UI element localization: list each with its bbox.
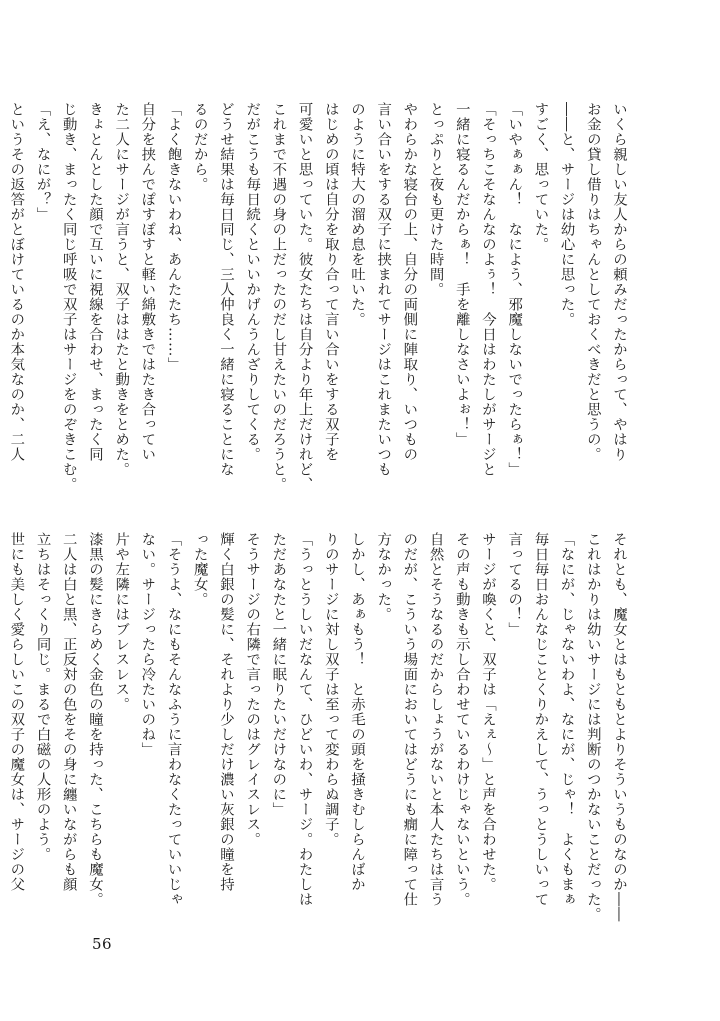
text-column: だがこうも毎日続くといいかげんうんざりしてくる。 [244,102,261,462]
text-column: 輝く白銀の髪に、それより少しだけ濃い灰銀の瞳を持 [217,532,234,892]
text-column: 漆黒の髪にきらめく金色の瞳を持った、こちらも魔女。 [86,532,103,907]
text-column: 「そうよ、なにもそんなふうに言わなくたっていいじゃ [165,532,182,907]
text-column: のだが、こういう場面においてはどうにも癇に障って仕 [401,532,418,907]
text-column: 「え、なにが？」 [34,102,51,222]
text-column: 「うっとうしいだなんて、ひどいわ、サージ。わたしは [296,532,313,907]
text-column: いくら親しい友人からの頼みだったからって、やはり [611,102,627,462]
text-column: その声も動きも示し合わせているわけじゃないという。 [453,532,470,907]
text-column: きょとんとした顔で互いに視線を合わせ、まったく同 [86,102,103,462]
text-column: った魔女。 [191,532,208,607]
text-column: しかし、あぁもう！ と赤毛の頭を掻きむしらんばか [348,532,365,892]
text-column [0,102,3,532]
text-column: 自然とそうなるのだからしょうがないと本人たちは言う [427,532,444,907]
text-column: やわらかな寝台の上、自分の両側に陣取り、いつもの [401,102,418,462]
text-column: るのだから。 [191,102,208,192]
text-column: 言ってるの！」 [506,532,523,637]
text-column: 可愛いと思っていた。彼女たちは自分より年上だけれど、 [296,102,313,492]
text-column: これはかりは幼いサージには判断のつかないことだった。 [584,532,601,922]
text-column: それとも、魔女とはもともとよりそういうものなのか―― [611,532,627,922]
text-column: 自分を挟んでぽすぽすと軽い綿敷きではたき合ってい [139,102,156,462]
text-column [0,532,3,944]
text-column: じ動き、まったく同じ呼吸で双子はサージをのぞきこむ。 [60,102,77,492]
text-column: 片や左隣にはブレスレス。 [113,532,130,712]
text-column: ない。サージったら冷たいのね」 [139,532,156,757]
text-column: 方なかった。 [375,532,392,622]
text-column: 「そっちこそなんなのよぅ！ 今日はわたしがサージと [479,102,496,477]
text-block-upper [8,102,632,532]
text-column: とっぷりと夜も更けた時間。 [427,102,444,297]
text-column: 「よく飽きないわね、あんたたち……」 [165,102,182,372]
text-column: りのサージに対し双子は至って変わらぬ調子。 [322,532,339,847]
text-column: 立ちはそっくり同じ。まるで白磁の人形のよう。 [34,532,51,862]
text-column: お金の貸し借りはちゃんとしておくべきだと思うの。 [584,102,601,462]
text-column: これまで不遇の身の上だったのだし甘えたいのだろうと。 [270,102,287,492]
text-column: 世にも美しく愛らしいこの双子の魔女は、サージの父 [8,532,25,892]
text-column: のように特大の溜め息を吐いた。 [348,102,365,327]
text-column: 毎日毎日おんなじことくりかえして、うっとうしいって [532,532,549,907]
text-column: た二人にサージが言うと、双子ははたと動きをとめた。 [113,102,130,477]
text-column: 一緒に寝るんだからぁ！ 手を離しなさいよぉ！」 [453,102,470,447]
text-column: はじめの頃は自分を取り合って言い合いをする双子を [322,102,339,462]
text-column: サージが喚くと、双子は「えぇ〜」と声を合わせた。 [479,532,496,892]
text-column: すごく、思っていた。 [532,102,549,252]
text-column: というその返答がとぼけているのか本気なのか、二人 [8,102,25,462]
text-column: 「なにが、じゃないわよ、なにが、じゃ！ よくもまぁ [558,532,575,907]
text-column: 言い合いをする双子に挟まれてサージはこれまたいつも [375,102,392,477]
text-column: ――と、サージは幼心に思った。 [558,102,575,327]
text-column: 「いやぁぁん！ なによう、邪魔しないでったらぁ！」 [506,102,523,477]
text-column: どうせ結果は毎日同じ、三人仲良く一緒に寝ることにな [217,102,234,477]
text-column: そうサージの右隣で言ったのはグレイスレス。 [244,532,261,847]
text-column: 二人は白と黒、正反対の色をその身に纏いながらも顔 [60,532,77,892]
page-number: 56 [92,935,113,953]
text-column: ただあなたと一緒に眠りたいだけなのに」 [270,532,287,817]
